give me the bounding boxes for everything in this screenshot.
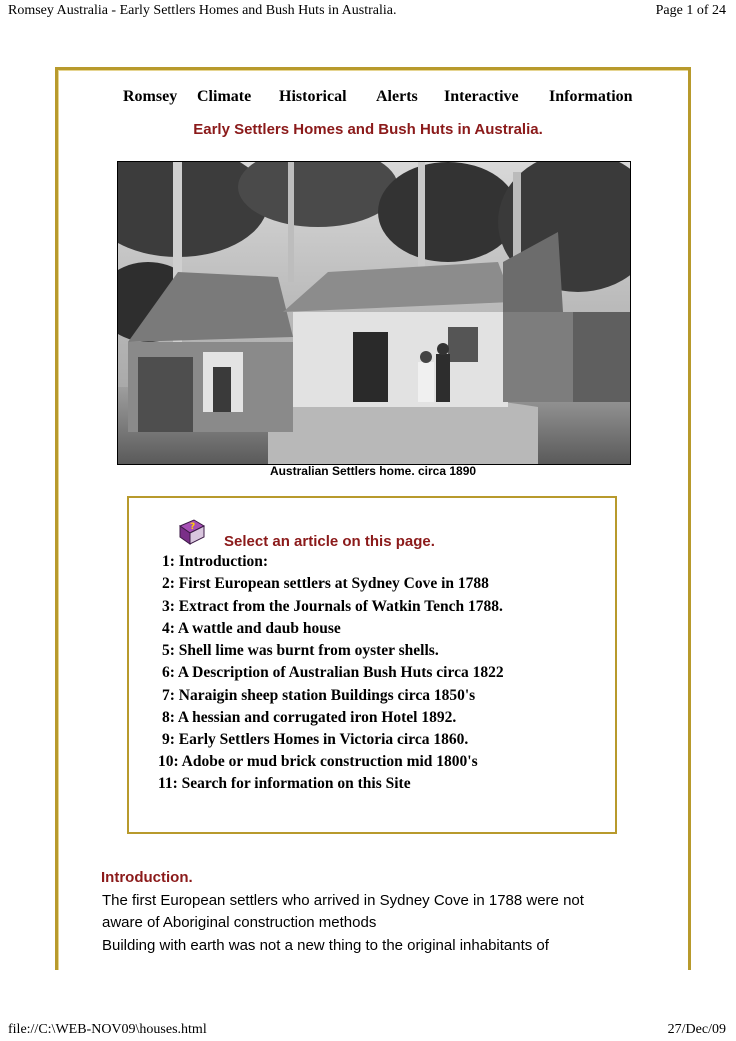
print-footer-path: file://C:\WEB-NOV09\houses.html: [8, 1022, 207, 1037]
nav-information[interactable]: Information: [549, 88, 633, 105]
introduction-line-2: aware of Aboriginal construction methods: [102, 914, 377, 931]
introduction-line-1: The first European settlers who arrived in Sydney Cove in 1788 were not: [102, 892, 584, 909]
print-header-title: Romsey Australia - Early Settlers Homes and Bush Huts in Australia.: [8, 3, 397, 18]
article-link-6[interactable]: 6: A Description of Australian Bush Huts circa 1822: [162, 664, 504, 681]
nav-climate[interactable]: Climate: [197, 88, 252, 105]
photo-caption: Australian Settlers home. circa 1890: [269, 464, 477, 478]
article-link-10[interactable]: 10: Adobe or mud brick construction mid 1800's: [158, 753, 478, 770]
article-link-4[interactable]: 4: A wattle and daub house: [162, 620, 341, 637]
page-title: Early Settlers Homes and Bush Huts in Australia.: [193, 121, 543, 138]
book-icon: [176, 518, 206, 546]
article-link-2[interactable]: 2: First European settlers at Sydney Cove in 1788: [162, 575, 489, 592]
print-footer-date: 27/Dec/09: [667, 1022, 726, 1037]
print-header-page-number: Page 1 of 24: [655, 3, 726, 18]
article-link-1[interactable]: 1: Introduction:: [162, 553, 269, 570]
select-article-heading: Select an article on this page.: [224, 533, 435, 550]
nav-alerts[interactable]: Alerts: [376, 88, 418, 105]
settlers-home-photo: [117, 161, 631, 465]
nav-interactive[interactable]: Interactive: [444, 88, 519, 105]
article-link-11[interactable]: 11: Search for information on this Site: [158, 775, 411, 792]
article-link-9[interactable]: 9: Early Settlers Homes in Victoria circa 1860.: [162, 731, 469, 748]
svg-text:?: ?: [190, 522, 196, 532]
article-link-3[interactable]: 3: Extract from the Journals of Watkin Tench 1788.: [162, 598, 503, 615]
article-link-7[interactable]: 7: Naraigin sheep station Buildings circa 1850's: [162, 687, 476, 704]
article-link-8[interactable]: 8: A hessian and corrugated iron Hotel 1892.: [162, 709, 457, 726]
introduction-heading: Introduction.: [101, 869, 193, 886]
introduction-line-3: Building with earth was not a new thing to the original inhabitants of: [102, 937, 549, 954]
nav-romsey[interactable]: Romsey: [123, 88, 178, 105]
nav-historical[interactable]: Historical: [279, 88, 347, 105]
article-link-5[interactable]: 5: Shell lime was burnt from oyster shells.: [162, 642, 439, 659]
